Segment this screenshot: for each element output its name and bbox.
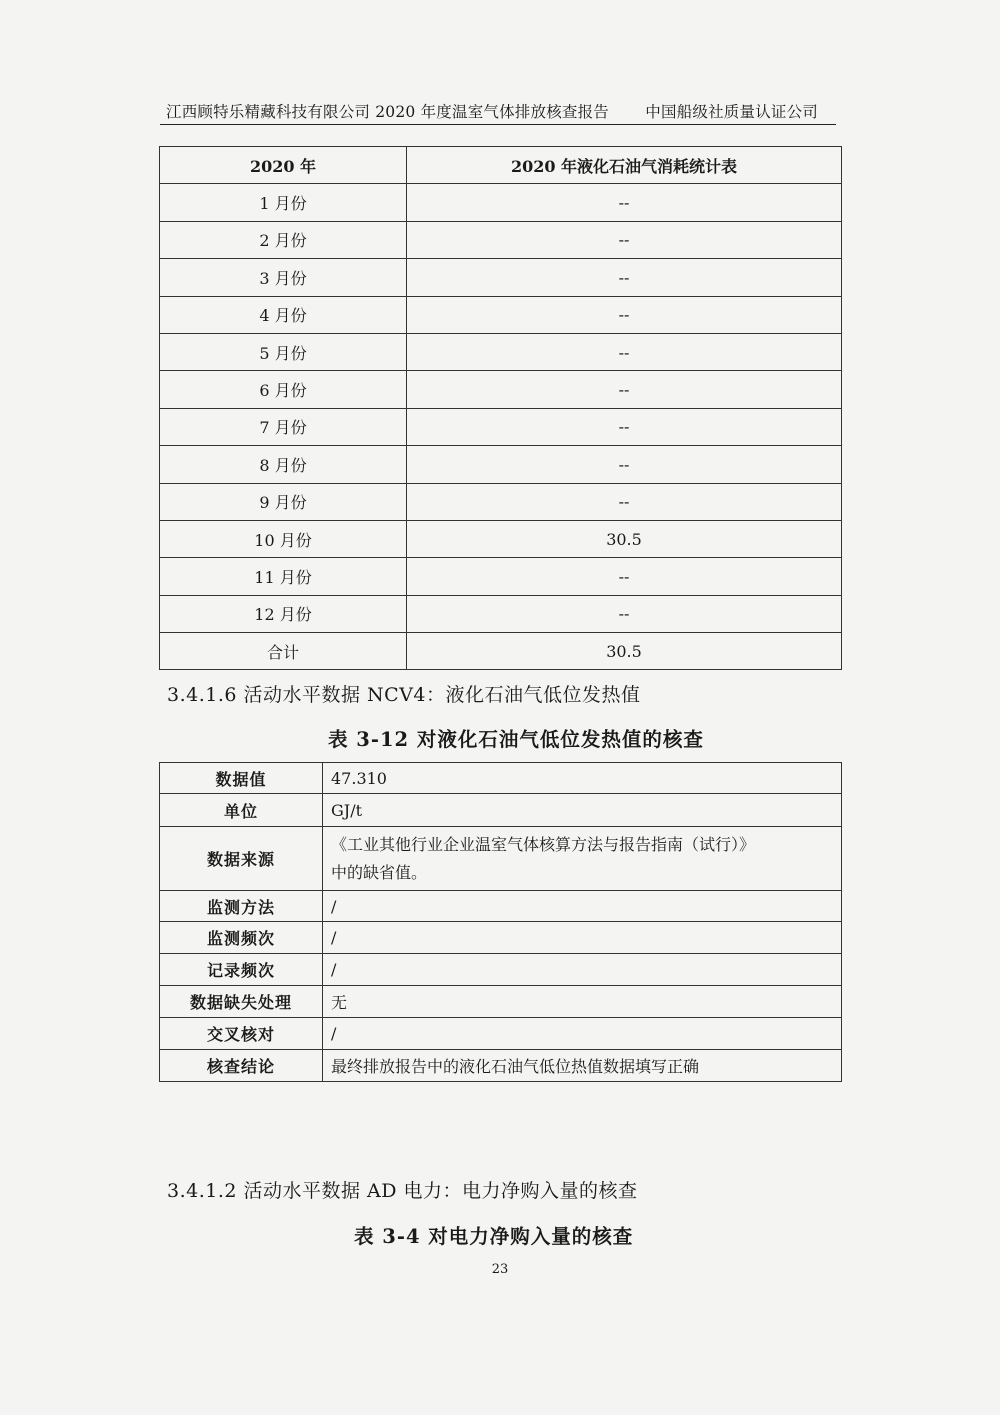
table-row	[160, 520, 842, 557]
row-label: 核查结论	[160, 1050, 323, 1082]
value-cell: --	[407, 408, 842, 445]
value-line: 《工业其他行业企业温室气体核算方法与报告指南（试行）》	[331, 834, 756, 854]
value-cell: --	[407, 446, 842, 483]
month-cell: 12 月份	[160, 595, 407, 632]
row-label: 记录频次	[160, 954, 323, 986]
month-cell: 8 月份	[160, 446, 407, 483]
table-row	[160, 595, 842, 632]
ncv-verification-table	[159, 762, 842, 1082]
table-row	[160, 296, 842, 333]
row-value: 无	[323, 986, 842, 1018]
table-row	[160, 221, 842, 258]
value-cell: --	[407, 371, 842, 408]
value-cell: --	[407, 595, 842, 632]
header-cell-year: 2020 年	[160, 147, 407, 184]
month-cell: 6 月份	[160, 371, 407, 408]
table-row	[160, 922, 842, 954]
table-row	[160, 763, 842, 794]
table-row	[160, 333, 842, 370]
header-report-title: 江西顾特乐精藏科技有限公司 2020 年度温室气体排放核查报告	[166, 103, 610, 121]
value-line: 中的缺省值。	[331, 862, 428, 882]
value-cell: --	[407, 221, 842, 258]
value-cell: 30.5	[407, 520, 842, 557]
table-row	[160, 558, 842, 595]
header-organization: 中国船级社质量认证公司	[645, 103, 818, 121]
table-row	[160, 794, 842, 827]
value-cell: --	[407, 184, 842, 221]
row-label: 单位	[160, 794, 323, 827]
page-number: 23	[491, 1262, 509, 1277]
month-cell: 2 月份	[160, 221, 407, 258]
total-row	[160, 633, 842, 670]
total-label-cell: 合计	[160, 633, 407, 670]
table-row	[160, 483, 842, 520]
month-cell: 7 月份	[160, 408, 407, 445]
header-cell-consumption: 2020 年液化石油气消耗统计表	[407, 147, 842, 184]
table-row	[160, 408, 842, 445]
row-label: 监测方法	[160, 891, 323, 922]
row-value: /	[323, 922, 842, 954]
row-value: GJ/t	[323, 794, 842, 827]
table-row	[160, 986, 842, 1018]
value-cell: --	[407, 483, 842, 520]
row-label: 数据来源	[160, 827, 323, 891]
value-cell: --	[407, 296, 842, 333]
table-row	[160, 446, 842, 483]
table-row	[160, 1018, 842, 1050]
value-cell: --	[407, 259, 842, 296]
row-value: /	[323, 1018, 842, 1050]
table-row	[160, 371, 842, 408]
total-value-cell: 30.5	[407, 633, 842, 670]
row-value: 47.310	[323, 763, 842, 794]
month-cell: 1 月份	[160, 184, 407, 221]
table-row	[160, 954, 842, 986]
month-cell: 11 月份	[160, 558, 407, 595]
row-value-multiline	[323, 827, 842, 891]
month-cell: 3 月份	[160, 259, 407, 296]
lpg-monthly-consumption-table	[159, 146, 842, 670]
row-value: 最终排放报告中的液化石油气低位热值数据填写正确	[323, 1050, 842, 1082]
row-label: 数据缺失处理	[160, 986, 323, 1018]
row-value: /	[323, 954, 842, 986]
table-row	[160, 259, 842, 296]
value-cell: --	[407, 558, 842, 595]
row-label: 监测频次	[160, 922, 323, 954]
table-row	[160, 891, 842, 922]
table-row	[160, 827, 842, 891]
table-caption-ad: 表 3-4 对电力净购入量的核查	[354, 1225, 634, 1248]
month-cell: 9 月份	[160, 483, 407, 520]
running-header	[160, 100, 836, 125]
value-cell: --	[407, 333, 842, 370]
table-row	[160, 184, 842, 221]
table-caption-ncv: 表 3-12 对液化石油气低位发热值的核查	[328, 728, 704, 751]
row-value: /	[323, 891, 842, 922]
month-cell: 4 月份	[160, 296, 407, 333]
month-cell: 5 月份	[160, 333, 407, 370]
row-label: 交叉核对	[160, 1018, 323, 1050]
row-label: 数据值	[160, 763, 323, 794]
table-row	[160, 1050, 842, 1082]
section-heading-ad: 3.4.1.2 活动水平数据 AD 电力：电力净购入量的核查	[167, 1180, 638, 1202]
table-header-row	[160, 147, 842, 184]
section-heading-ncv: 3.4.1.6 活动水平数据 NCV4：液化石油气低位发热值	[167, 684, 641, 706]
month-cell: 10 月份	[160, 520, 407, 557]
